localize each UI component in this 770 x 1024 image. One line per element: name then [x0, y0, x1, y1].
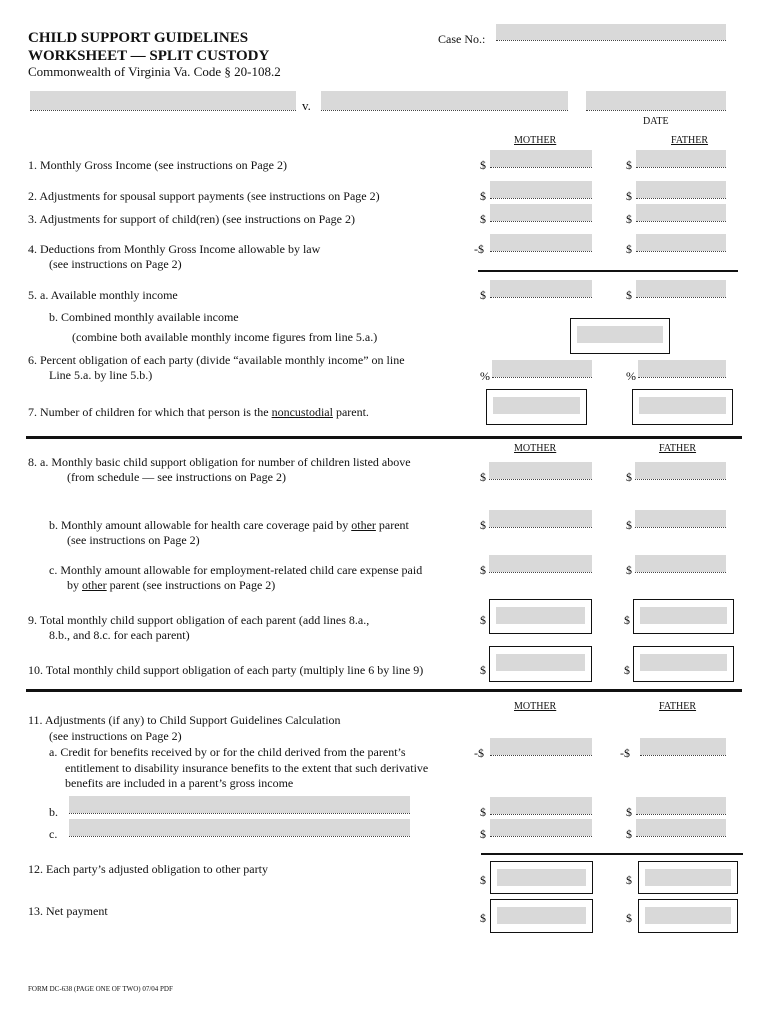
dollar-sign: $ — [480, 212, 486, 226]
line-5b-instruction: (combine both available monthly income figures from line 5.a.) — [72, 330, 378, 344]
form-title-line2: WORKSHEET — SPLIT CUSTODY — [28, 48, 270, 64]
line-12-mother-box[interactable] — [490, 861, 593, 894]
dollar-sign: $ — [480, 663, 486, 677]
line-11b-mother-field[interactable] — [490, 797, 592, 815]
line-10-father-box[interactable] — [633, 646, 734, 682]
line-9-mother-box[interactable] — [489, 599, 592, 634]
mother-column-header: MOTHER — [514, 443, 557, 454]
subtotal-rule — [478, 270, 738, 272]
line-11b-father-field[interactable] — [636, 797, 726, 815]
line-8c-label-cont: by other parent (see instructions on Page 2) — [67, 578, 276, 592]
line-6-father-field[interactable] — [638, 360, 726, 378]
line-8c-father-field[interactable] — [635, 555, 726, 573]
line-8b-mother-field[interactable] — [489, 510, 592, 528]
father-column-header: FATHER — [671, 135, 709, 146]
dollar-sign: $ — [480, 613, 486, 627]
line-4-mother-field[interactable] — [490, 234, 592, 252]
dollar-sign: $ — [480, 563, 486, 577]
line-12-label: 12. Each party’s adjusted obligation to other party — [28, 862, 268, 876]
plaintiff-name-field[interactable] — [30, 91, 296, 111]
dollar-sign: $ — [626, 288, 632, 302]
dollar-sign: $ — [480, 827, 486, 841]
line-5b-combined-box[interactable] — [570, 318, 670, 354]
dollar-sign: $ — [480, 911, 486, 925]
line-11b-label: b. — [49, 805, 58, 819]
line-8c-label: c. Monthly amount allowable for employment-related child care expense paid — [49, 563, 423, 577]
father-column-header: FATHER — [659, 701, 697, 712]
line-13-mother-box[interactable] — [490, 899, 593, 933]
line-3-mother-field[interactable] — [490, 204, 592, 222]
line-11c-label: c. — [49, 827, 58, 841]
mother-column-header: MOTHER — [514, 135, 557, 146]
dollar-sign: $ — [480, 873, 486, 887]
line-5a-mother-field[interactable] — [490, 280, 592, 298]
dollar-sign: $ — [480, 805, 486, 819]
line-8a-mother-field[interactable] — [489, 462, 592, 480]
line-4-label: 4. Deductions from Monthly Gross Income allowable by law — [28, 242, 321, 256]
line-11-label-cont: (see instructions on Page 2) — [49, 729, 182, 743]
dollar-sign: $ — [480, 189, 486, 203]
dollar-sign: $ — [626, 212, 632, 226]
dollar-sign: $ — [480, 518, 486, 532]
line-7-label: 7. Number of children for which that person is the noncustodial parent. — [28, 405, 369, 419]
line-11c-mother-field[interactable] — [490, 819, 592, 837]
line-8b-label: b. Monthly amount allowable for health care coverage paid by other parent — [49, 518, 409, 532]
form-subtitle: Commonwealth of Virginia Va. Code § 20-108.2 — [28, 64, 281, 79]
line-10-label: 10. Total monthly child support obligation of each party (multiply line 6 by line 9) — [28, 663, 424, 677]
percent-sign: % — [626, 369, 636, 383]
line-11b-description-field[interactable] — [69, 796, 410, 814]
line-4-father-field[interactable] — [636, 234, 726, 252]
dollar-sign: $ — [626, 805, 632, 819]
dollar-sign: $ — [626, 518, 632, 532]
date-label: DATE — [643, 116, 669, 127]
dollar-sign: $ — [626, 873, 632, 887]
line-11c-father-field[interactable] — [636, 819, 726, 837]
line-6-label: 6. Percent obligation of each party (divide “available monthly income” on line — [28, 353, 405, 367]
line-10-mother-box[interactable] — [489, 646, 592, 682]
line-7-mother-box[interactable] — [486, 389, 587, 425]
line-3-father-field[interactable] — [636, 204, 726, 222]
line-11a-label-cont: entitlement to disability insurance benefits to the extent that such derivative — [65, 761, 429, 775]
line-8b-label-cont: (see instructions on Page 2) — [67, 533, 200, 547]
date-field[interactable] — [586, 91, 726, 111]
dollar-sign: $ — [624, 613, 630, 627]
dollar-sign: $ — [626, 911, 632, 925]
line-11a-label: a. Credit for benefits received by or for the child derived from the parent’s — [49, 745, 406, 759]
section-divider — [26, 689, 742, 692]
percent-sign: % — [480, 369, 490, 383]
line-11a-mother-field[interactable] — [490, 738, 592, 756]
section-divider — [26, 436, 742, 439]
line-12-father-box[interactable] — [638, 861, 738, 894]
line-2-mother-field[interactable] — [490, 181, 592, 199]
form-title-line1: CHILD SUPPORT GUIDELINES — [28, 30, 249, 46]
dollar-sign: $ — [626, 242, 632, 256]
versus-label: v. — [302, 98, 311, 113]
line-8a-label: 8. a. Monthly basic child support obligation for number of children listed above — [28, 455, 411, 469]
dollar-sign: $ — [480, 158, 486, 172]
line-1-mother-field[interactable] — [490, 150, 592, 168]
line-7-father-box[interactable] — [632, 389, 733, 425]
line-5b-label: b. Combined monthly available income — [49, 310, 239, 324]
dollar-sign: $ — [626, 189, 632, 203]
dollar-sign: $ — [626, 470, 632, 484]
line-4-label-cont: (see instructions on Page 2) — [49, 257, 182, 271]
line-8a-father-field[interactable] — [635, 462, 726, 480]
mother-column-header: MOTHER — [514, 701, 557, 712]
dollar-sign: $ — [626, 827, 632, 841]
line-6-label-cont: Line 5.a. by line 5.b.) — [49, 368, 153, 382]
subtotal-rule — [481, 853, 743, 855]
line-11a-label-cont2: benefits are included in a parent’s gross income — [65, 776, 294, 790]
form-footer: FORM DC-638 (PAGE ONE OF TWO) 07/04 PDF — [28, 985, 173, 993]
defendant-name-field[interactable] — [321, 91, 568, 111]
line-11-label: 11. Adjustments (if any) to Child Support Guidelines Calculation — [28, 713, 341, 727]
dollar-sign: $ — [480, 288, 486, 302]
line-9-label: 9. Total monthly child support obligation of each parent (add lines 8.a., — [28, 613, 370, 627]
negative-dollar-sign: -$ — [620, 746, 630, 760]
line-2-father-field[interactable] — [636, 181, 726, 199]
line-6-mother-field[interactable] — [492, 360, 592, 378]
line-9-label-cont: 8.b., and 8.c. for each parent) — [49, 628, 190, 642]
line-8b-father-field[interactable] — [635, 510, 726, 528]
negative-dollar-sign: -$ — [474, 242, 484, 256]
dollar-sign: $ — [624, 663, 630, 677]
father-column-header: FATHER — [659, 443, 697, 454]
line-1-label: 1. Monthly Gross Income (see instructions on Page 2) — [28, 158, 287, 172]
line-11c-description-field[interactable] — [69, 819, 410, 837]
line-13-father-box[interactable] — [638, 899, 738, 933]
case-no-field[interactable] — [496, 24, 726, 41]
dollar-sign: $ — [626, 563, 632, 577]
line-5a-father-field[interactable] — [636, 280, 726, 298]
dollar-sign: $ — [626, 158, 632, 172]
line-13-label: 13. Net payment — [28, 904, 108, 918]
line-1-father-field[interactable] — [636, 150, 726, 168]
case-no-label: Case No.: — [438, 32, 486, 46]
line-9-father-box[interactable] — [633, 599, 734, 634]
line-3-label: 3. Adjustments for support of child(ren) (see instructions on Page 2) — [28, 212, 355, 226]
line-2-label: 2. Adjustments for spousal support payments (see instructions on Page 2) — [28, 189, 380, 203]
line-8c-mother-field[interactable] — [489, 555, 592, 573]
line-5a-label: 5. a. Available monthly income — [28, 288, 178, 302]
line-8a-label-cont: (from schedule — see instructions on Page 2) — [67, 470, 286, 484]
dollar-sign: $ — [480, 470, 486, 484]
negative-dollar-sign: -$ — [474, 746, 484, 760]
line-11a-father-field[interactable] — [640, 738, 726, 756]
